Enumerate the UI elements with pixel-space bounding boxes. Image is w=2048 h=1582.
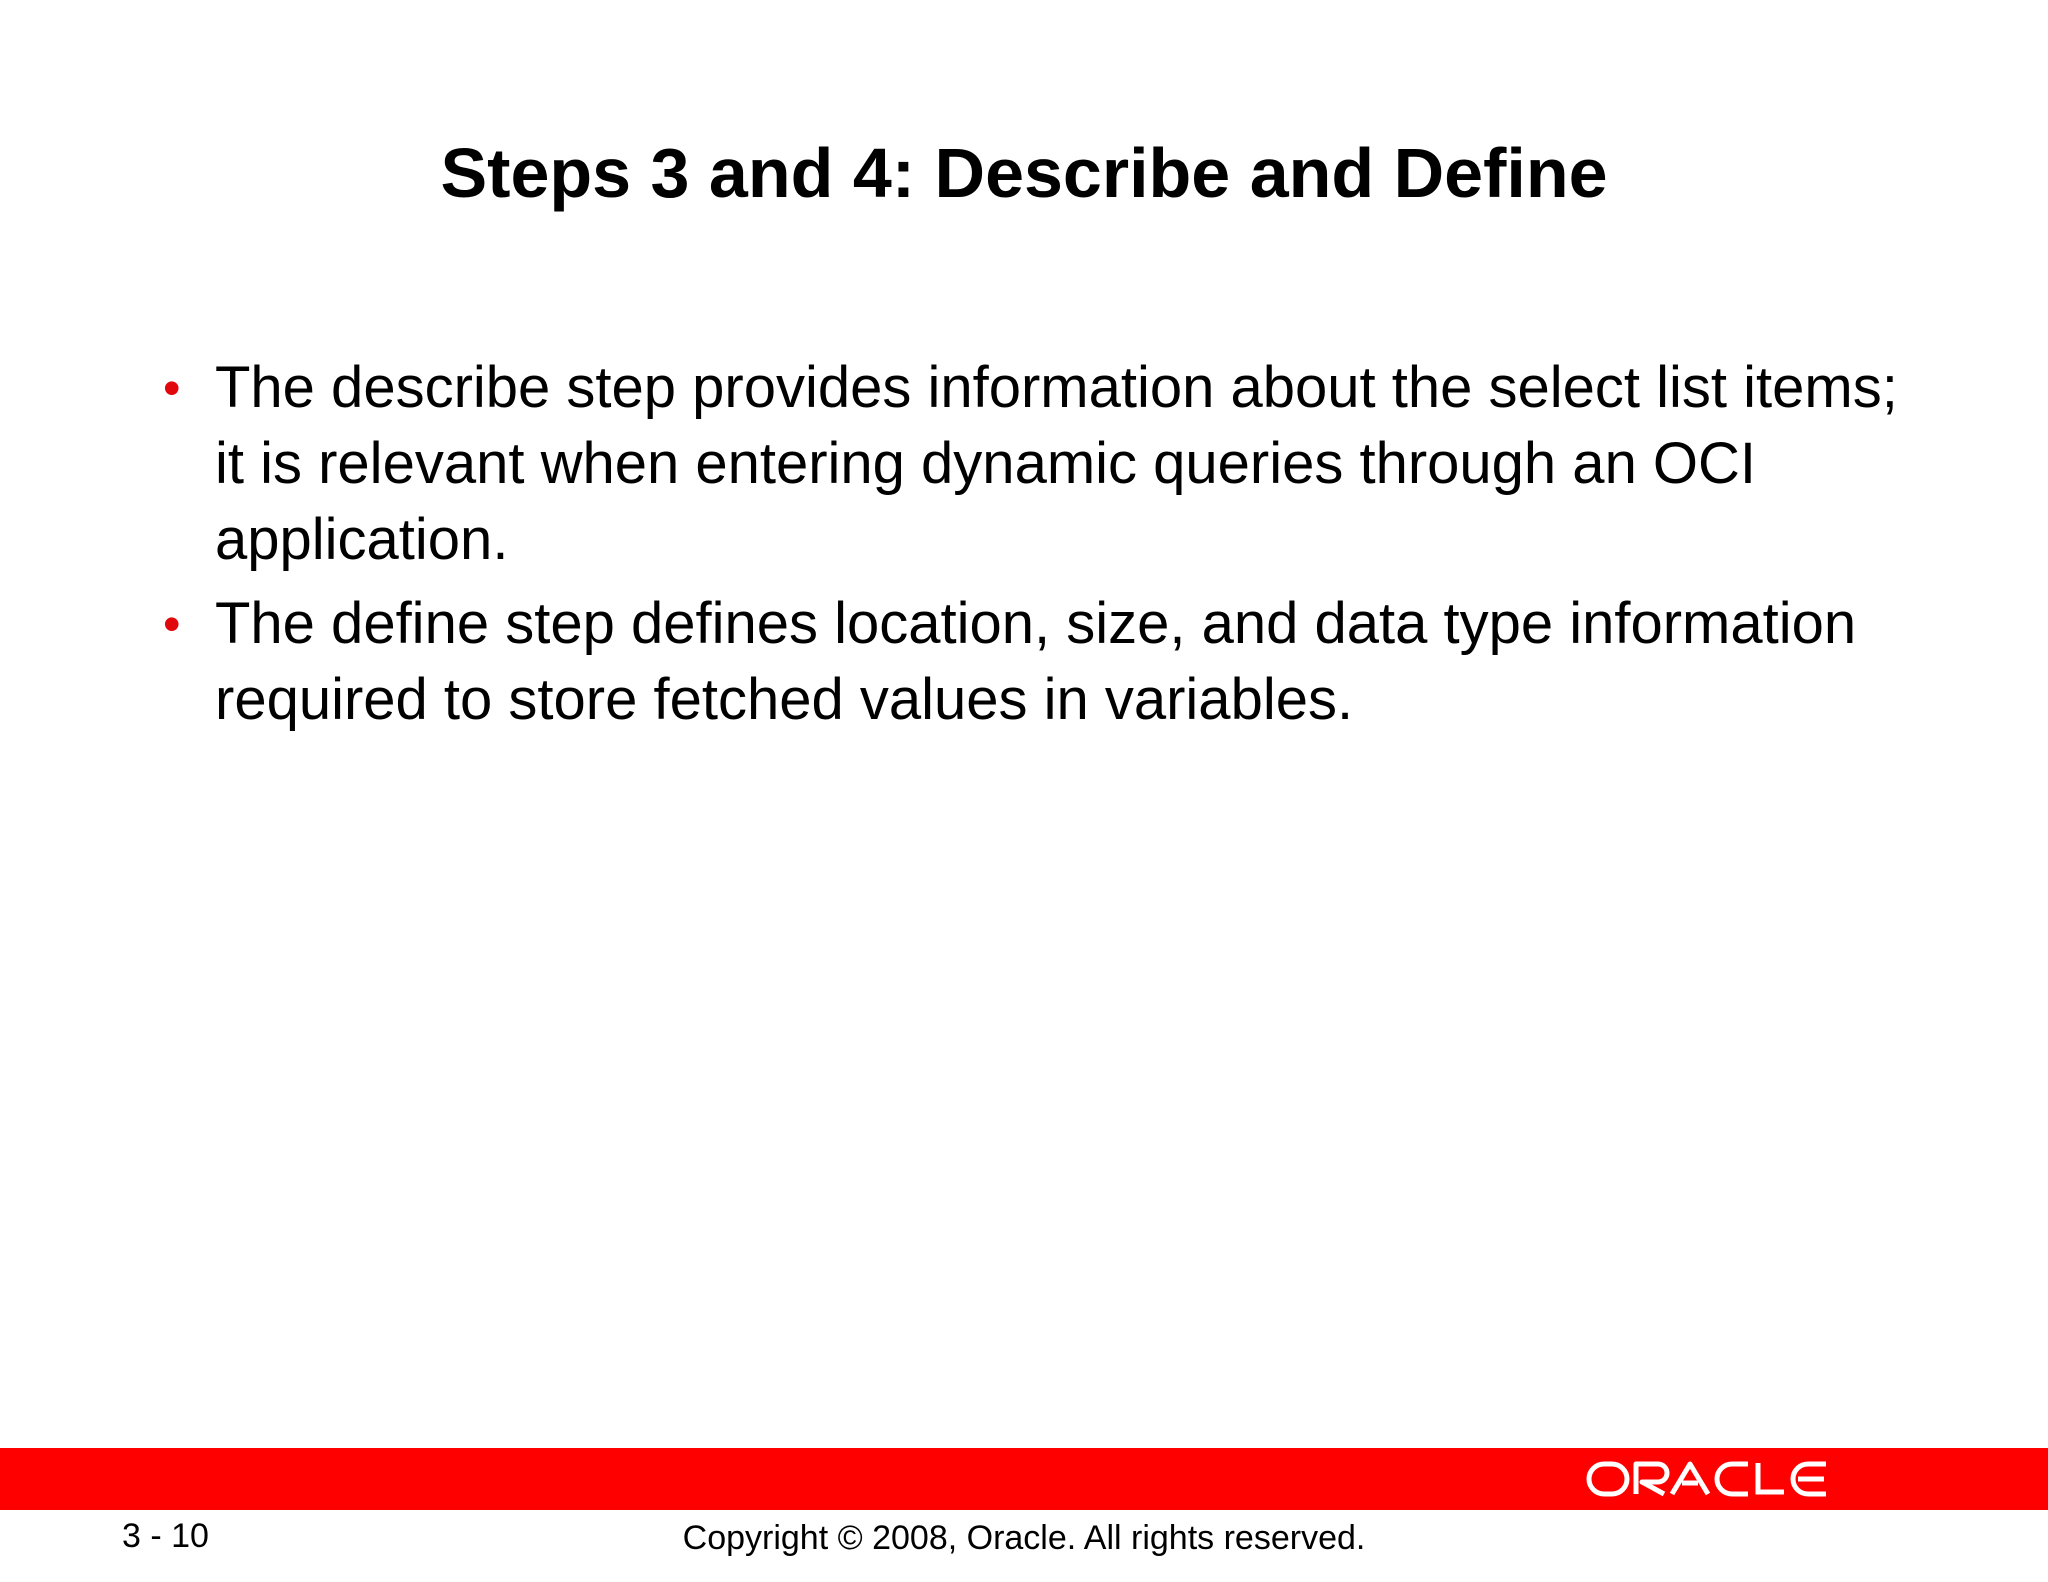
oracle-logo (1586, 1461, 1836, 1497)
slide-title: Steps 3 and 4: Describe and Define (440, 134, 1608, 212)
page-number: 3 - 10 (122, 1517, 209, 1555)
bullet-list (155, 350, 1915, 746)
bullet-item (155, 586, 1915, 738)
bullet-marker: • (163, 596, 181, 652)
bullet-text: The describe step provides information about the select list items; it is relevant when entering dynamic queries through an OCI application. (215, 355, 1898, 572)
bullet-marker: • (163, 360, 181, 416)
copyright-notice: Copyright © 2008, Oracle. All rights reserved. (682, 1519, 1366, 1557)
bullet-item (155, 350, 1915, 578)
bullet-text: The define step defines location, size, and data type information required to store fetched values in variables. (215, 591, 1857, 732)
